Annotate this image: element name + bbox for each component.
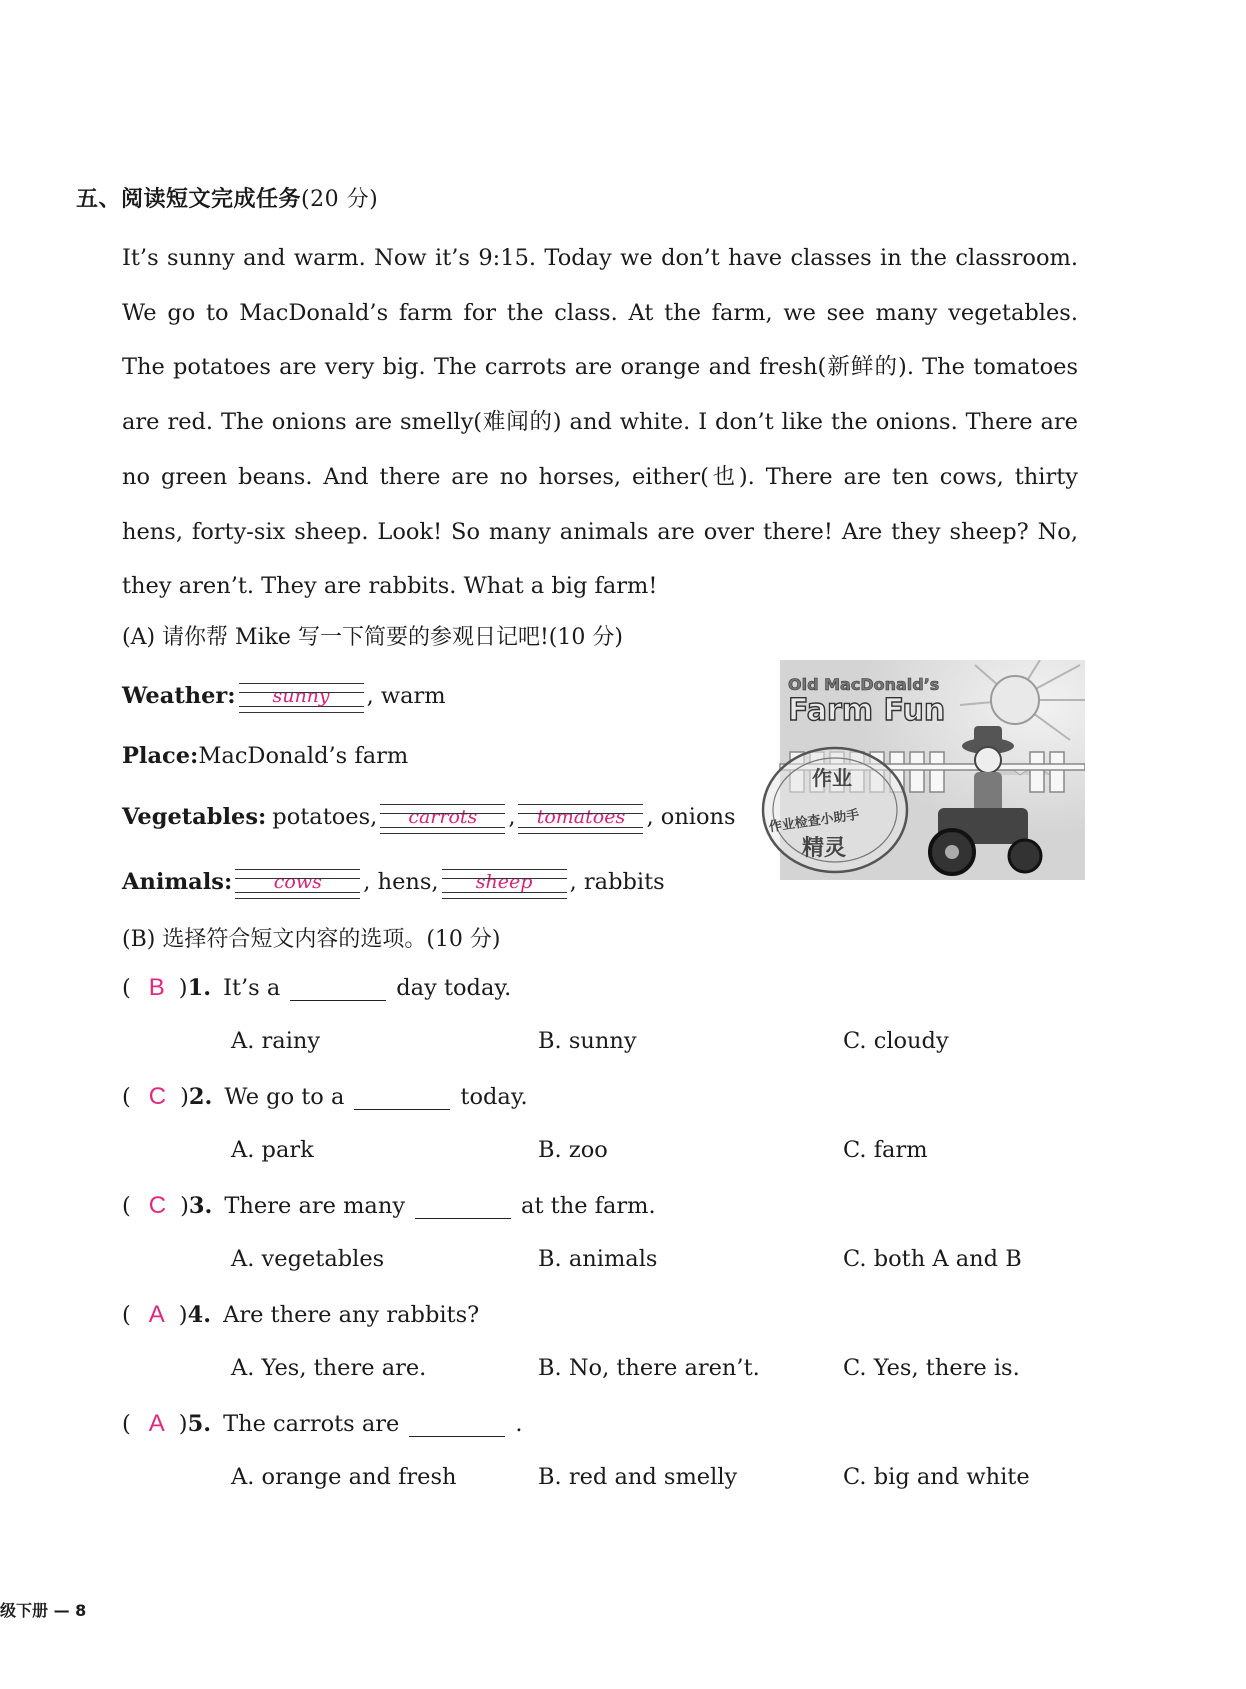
picture-title-line1: Old MacDonald’s xyxy=(788,675,940,694)
question-1 xyxy=(122,968,511,1008)
answer-5[interactable]: A xyxy=(148,1410,165,1437)
animals-label: Animals: xyxy=(122,869,233,895)
question-stem: The carrots are xyxy=(223,1411,400,1437)
option-a[interactable]: A. orange and fresh xyxy=(231,1464,457,1490)
vegetables-blank-1[interactable] xyxy=(380,800,505,834)
question-number: 3. xyxy=(188,1193,213,1219)
question-3 xyxy=(122,1186,656,1226)
option-a[interactable]: A. vegetables xyxy=(231,1246,385,1272)
weather-blank[interactable] xyxy=(239,679,364,713)
vegetables-prefix: potatoes, xyxy=(272,804,378,830)
question-stem-end: day today. xyxy=(396,975,512,1001)
question-blank[interactable] xyxy=(290,976,386,1001)
option-c[interactable]: C. farm xyxy=(843,1137,928,1163)
option-c[interactable]: C. big and white xyxy=(843,1464,1030,1490)
section-heading xyxy=(76,182,378,213)
question-stem-end: at the farm. xyxy=(521,1193,656,1219)
inspection-stamp-icon xyxy=(763,748,907,872)
question-stem: We go to a xyxy=(224,1084,345,1110)
section-a-title: (A) 请你帮 Mike 写一下简要的参观日记吧!(10 分) xyxy=(122,625,623,650)
animals-row xyxy=(122,860,665,904)
question-number: 4. xyxy=(187,1302,212,1328)
paren-open: ( xyxy=(122,1411,131,1437)
sun-icon xyxy=(991,676,1039,724)
question-blank[interactable] xyxy=(354,1085,450,1110)
vegetables-rest: , onions xyxy=(646,804,736,830)
weather-answer: sunny xyxy=(272,685,330,707)
option-b[interactable]: B. No, there aren’t. xyxy=(538,1355,760,1381)
reading-passage: It’s sunny and warm. Now it’s 9:15. Today we don’t have classes in the classroom. We go to MacDonald’s farm for the class. At the farm, we see many vegetables. The potatoes are very big. The carrots are orange and fresh(新鲜的). The tomatoes are red. The onions are smelly(难闻的) and white. I don’t like the onions. There are no green beans. And there are no horses, either(也). There are ten cows, thirty hens, forty-six sheep. Look! So many animals are over there! Are they sheep? No, they aren’t. They are rabbits. What a big farm! xyxy=(122,245,1078,600)
answer-3[interactable]: C xyxy=(148,1192,167,1219)
paren-close: ) xyxy=(178,975,188,1001)
question-stem-end: . xyxy=(515,1411,523,1437)
vegetables-row xyxy=(122,795,736,839)
question-number: 2. xyxy=(188,1084,213,1110)
stamp-line2: 作业检查小助手 xyxy=(768,807,861,836)
animals-answer-1: cows xyxy=(273,871,322,893)
vegetables-answer-1: carrots xyxy=(408,806,478,828)
animals-answer-2: sheep xyxy=(475,871,533,893)
paren-close: ) xyxy=(178,1411,188,1437)
paren-close: ) xyxy=(180,1084,189,1110)
vegetables-sep: , xyxy=(508,804,516,830)
option-b[interactable]: B. red and smelly xyxy=(538,1464,738,1490)
option-a[interactable]: A. Yes, there are. xyxy=(231,1355,427,1381)
option-b[interactable]: B. zoo xyxy=(538,1137,608,1163)
place-text: MacDonald’s farm xyxy=(198,743,409,769)
question-stem-end: today. xyxy=(460,1084,528,1110)
paren-close: ) xyxy=(180,1193,189,1219)
question-blank[interactable] xyxy=(409,1412,505,1437)
option-a[interactable]: A. park xyxy=(231,1137,314,1163)
question-number: 5. xyxy=(187,1411,212,1437)
option-b[interactable]: B. sunny xyxy=(538,1028,637,1054)
vegetables-answer-2: tomatoes xyxy=(536,806,626,828)
answer-1[interactable]: B xyxy=(148,974,165,1001)
vegetables-blank-2[interactable] xyxy=(518,800,643,834)
weather-rest: , warm xyxy=(366,683,446,709)
animals-blank-1[interactable] xyxy=(235,865,360,899)
question-number: 1. xyxy=(187,975,212,1001)
stamp-line3: 精灵 xyxy=(802,836,847,861)
question-stem: It’s a xyxy=(223,975,281,1001)
weather-row xyxy=(122,674,446,718)
animals-mid: , hens, xyxy=(363,869,439,895)
place-row xyxy=(122,734,408,778)
animals-rest: , rabbits xyxy=(569,869,665,895)
weather-label: Weather: xyxy=(122,683,236,709)
question-stem: Are there any rabbits? xyxy=(223,1302,480,1328)
vegetables-label: Vegetables: xyxy=(122,804,267,830)
animals-blank-2[interactable] xyxy=(442,865,567,899)
question-2 xyxy=(122,1077,528,1117)
paren-close: ) xyxy=(178,1302,188,1328)
place-label: Place: xyxy=(122,743,199,769)
question-blank[interactable] xyxy=(415,1194,511,1219)
paren-open: ( xyxy=(122,1193,131,1219)
option-c[interactable]: C. both A and B xyxy=(843,1246,1022,1272)
section-b-title: (B) 选择符合短文内容的选项。(10 分) xyxy=(122,927,501,952)
option-a[interactable]: A. rainy xyxy=(231,1028,321,1054)
stamp-line1: 作业 xyxy=(812,766,852,790)
picture-title-line2: Farm Fun xyxy=(788,693,946,728)
answer-2[interactable]: C xyxy=(148,1083,167,1110)
question-4 xyxy=(122,1295,479,1335)
question-5 xyxy=(122,1404,523,1444)
page-footer: 级下册 — 8 xyxy=(0,1601,87,1620)
paren-open: ( xyxy=(122,1084,131,1110)
farm-picture xyxy=(760,660,1085,880)
paren-open: ( xyxy=(122,975,131,1001)
option-c[interactable]: C. Yes, there is. xyxy=(843,1355,1020,1381)
paren-open: ( xyxy=(122,1302,131,1328)
option-c[interactable]: C. cloudy xyxy=(843,1028,949,1054)
heading-points: (20 分) xyxy=(301,187,379,212)
heading-title: 五、阅读短文完成任务 xyxy=(76,186,302,212)
option-b[interactable]: B. animals xyxy=(538,1246,658,1272)
answer-4[interactable]: A xyxy=(148,1301,165,1328)
question-stem: There are many xyxy=(224,1193,406,1219)
